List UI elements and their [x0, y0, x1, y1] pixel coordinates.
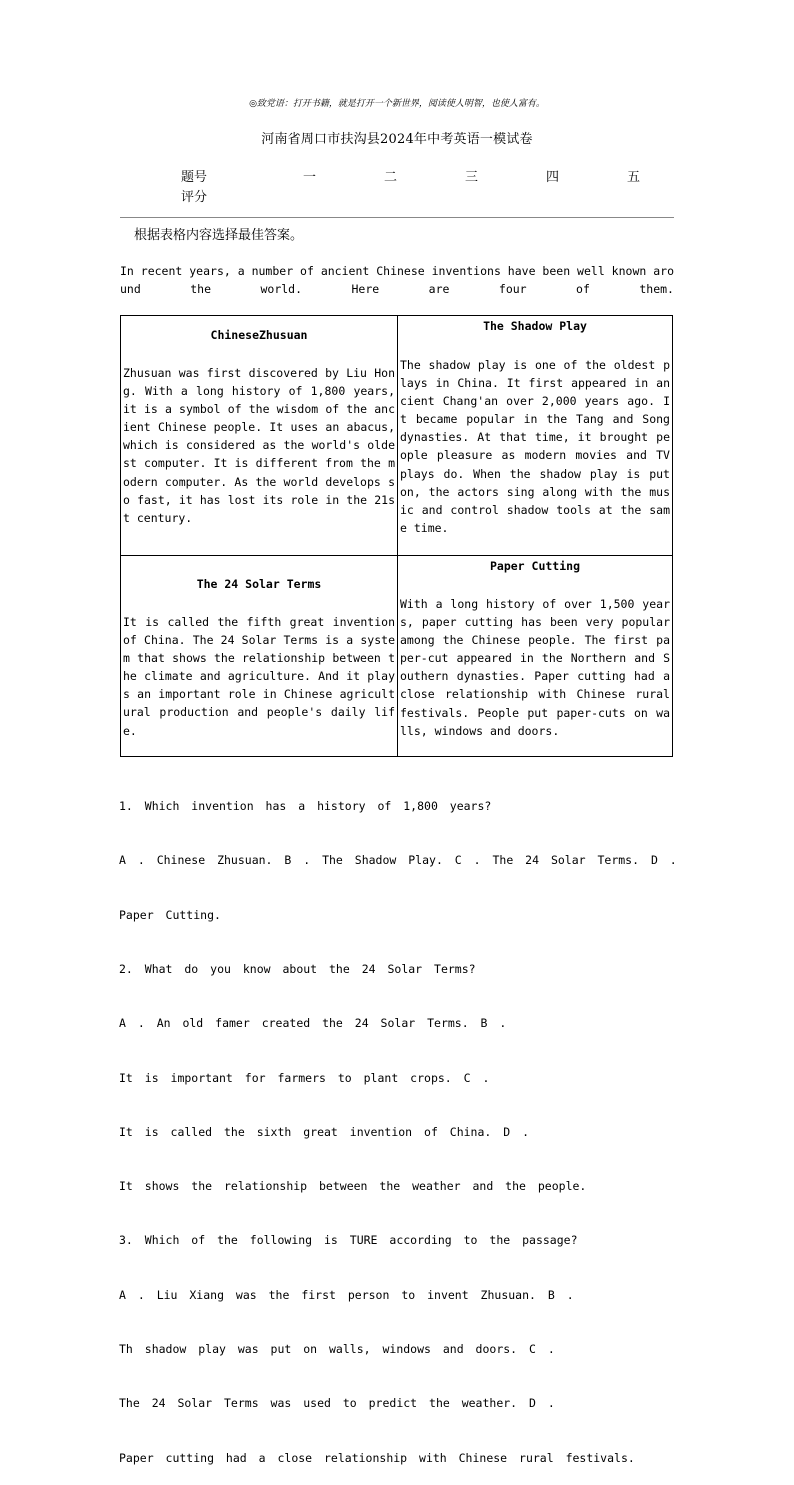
question-options: It is important for farmers to plant crops. C . — [119, 1070, 490, 1085]
question-options: A . An old famer created the 24 Solar Terms. B . — [119, 1016, 507, 1031]
invention-title: ChineseZhusuan — [210, 328, 308, 342]
invention-text: Zhusuan was first discovered by Liu Hong. With a long history of 1,800 years, it is a symbol of the wisdom of the ancient Chinese people. It uses an abacus, which is considered as the world's oldest computer. It is different from the modern computer. As the world develops so fast, it has lost its role in the 21st century. — [123, 366, 395, 525]
intro-paragraph: In recent years, a number of ancient Chinese inventions have been well known around the world. Here are four of them. — [120, 264, 674, 296]
question-options: The 24 Solar Terms was used to predict the weather. D . — [119, 1396, 555, 1411]
section-header-3: 三 — [465, 170, 479, 185]
question-stem: 3. Which of the following is TURE according to the passage? — [119, 1233, 578, 1248]
question-stem: 2. What do you know about the 24 Solar Terms? — [119, 962, 476, 977]
question-options: A . Chinese Zhusuan. B . The Shadow Play. C . The 24 Solar Terms. D . — [119, 853, 677, 868]
header-motto: ◎致党语：打开书籍，就是打开一个新世界，阅读使人明智，也使人富有。 — [249, 99, 545, 109]
section-header-2: 二 — [384, 170, 398, 185]
question-options: Th shadow play was put on walls, windows and doors. C . — [119, 1342, 555, 1356]
question-stem: 1. Which invention has a history of 1,800 years? — [119, 799, 492, 814]
invention-title: The Shadow Play — [483, 319, 587, 333]
invention-cell-solar-terms — [121, 555, 397, 756]
section-divider — [120, 217, 674, 218]
section-header-1: 一 — [303, 170, 317, 185]
invention-title: The 24 Solar Terms — [196, 577, 322, 591]
question-options: A . Liu Xiang was the first person to invent Zhusuan. B . — [119, 1287, 574, 1302]
invention-text: With a long history of over 1,500 years, paper cutting has been very popular among the Chinese people. The first paper-cut appeared in the Northern and Southern dynasties. Paper cutting had a close relationship with Chinese rural festivals. People put paper-cuts on walls, windows and doors. — [400, 597, 670, 738]
invention-text: It is called the fifth great invention of China. The 24 Solar Terms is a system that shows the relationship between the climate and agriculture. And it plays an important role in Chinese agricultural production and people's daily life. — [123, 615, 395, 738]
section-header-4: 四 — [546, 170, 560, 185]
invention-cell-paper-cutting — [397, 555, 672, 756]
invention-title: Paper Cutting — [489, 559, 580, 573]
score-label-score: 评分 — [181, 190, 208, 205]
question-options: Paper Cutting. — [119, 907, 221, 922]
invention-text: The shadow play is one of the oldest plays in China. It first appeared in ancient Chang'an over 2,000 years ago. It became popular in the Tang and Song dynasties. At that time, it brought people pleasure as modern movies and TV plays do. When the shadow play is put on, the actors sing along with the music and control shadow tools at the same time. — [400, 358, 670, 535]
question-options: Paper cutting had a close relationship with Chinese rural festivals. — [119, 1450, 635, 1465]
instruction: 根据表格内容选择最佳答案。 — [134, 228, 304, 243]
inventions-table — [120, 315, 673, 757]
invention-cell-zhusuan — [121, 316, 397, 555]
question-options: It shows the relationship between the weather and the people. — [119, 1179, 587, 1194]
invention-cell-shadow-play — [397, 316, 672, 555]
score-label-number: 题号 — [181, 170, 208, 185]
exam-title: 河南省周口市扶沟县2024年中考英语一模试卷 — [261, 132, 533, 147]
section-header-5: 五 — [627, 170, 641, 185]
question-options: It is called the sixth great invention of China. D . — [119, 1124, 530, 1139]
